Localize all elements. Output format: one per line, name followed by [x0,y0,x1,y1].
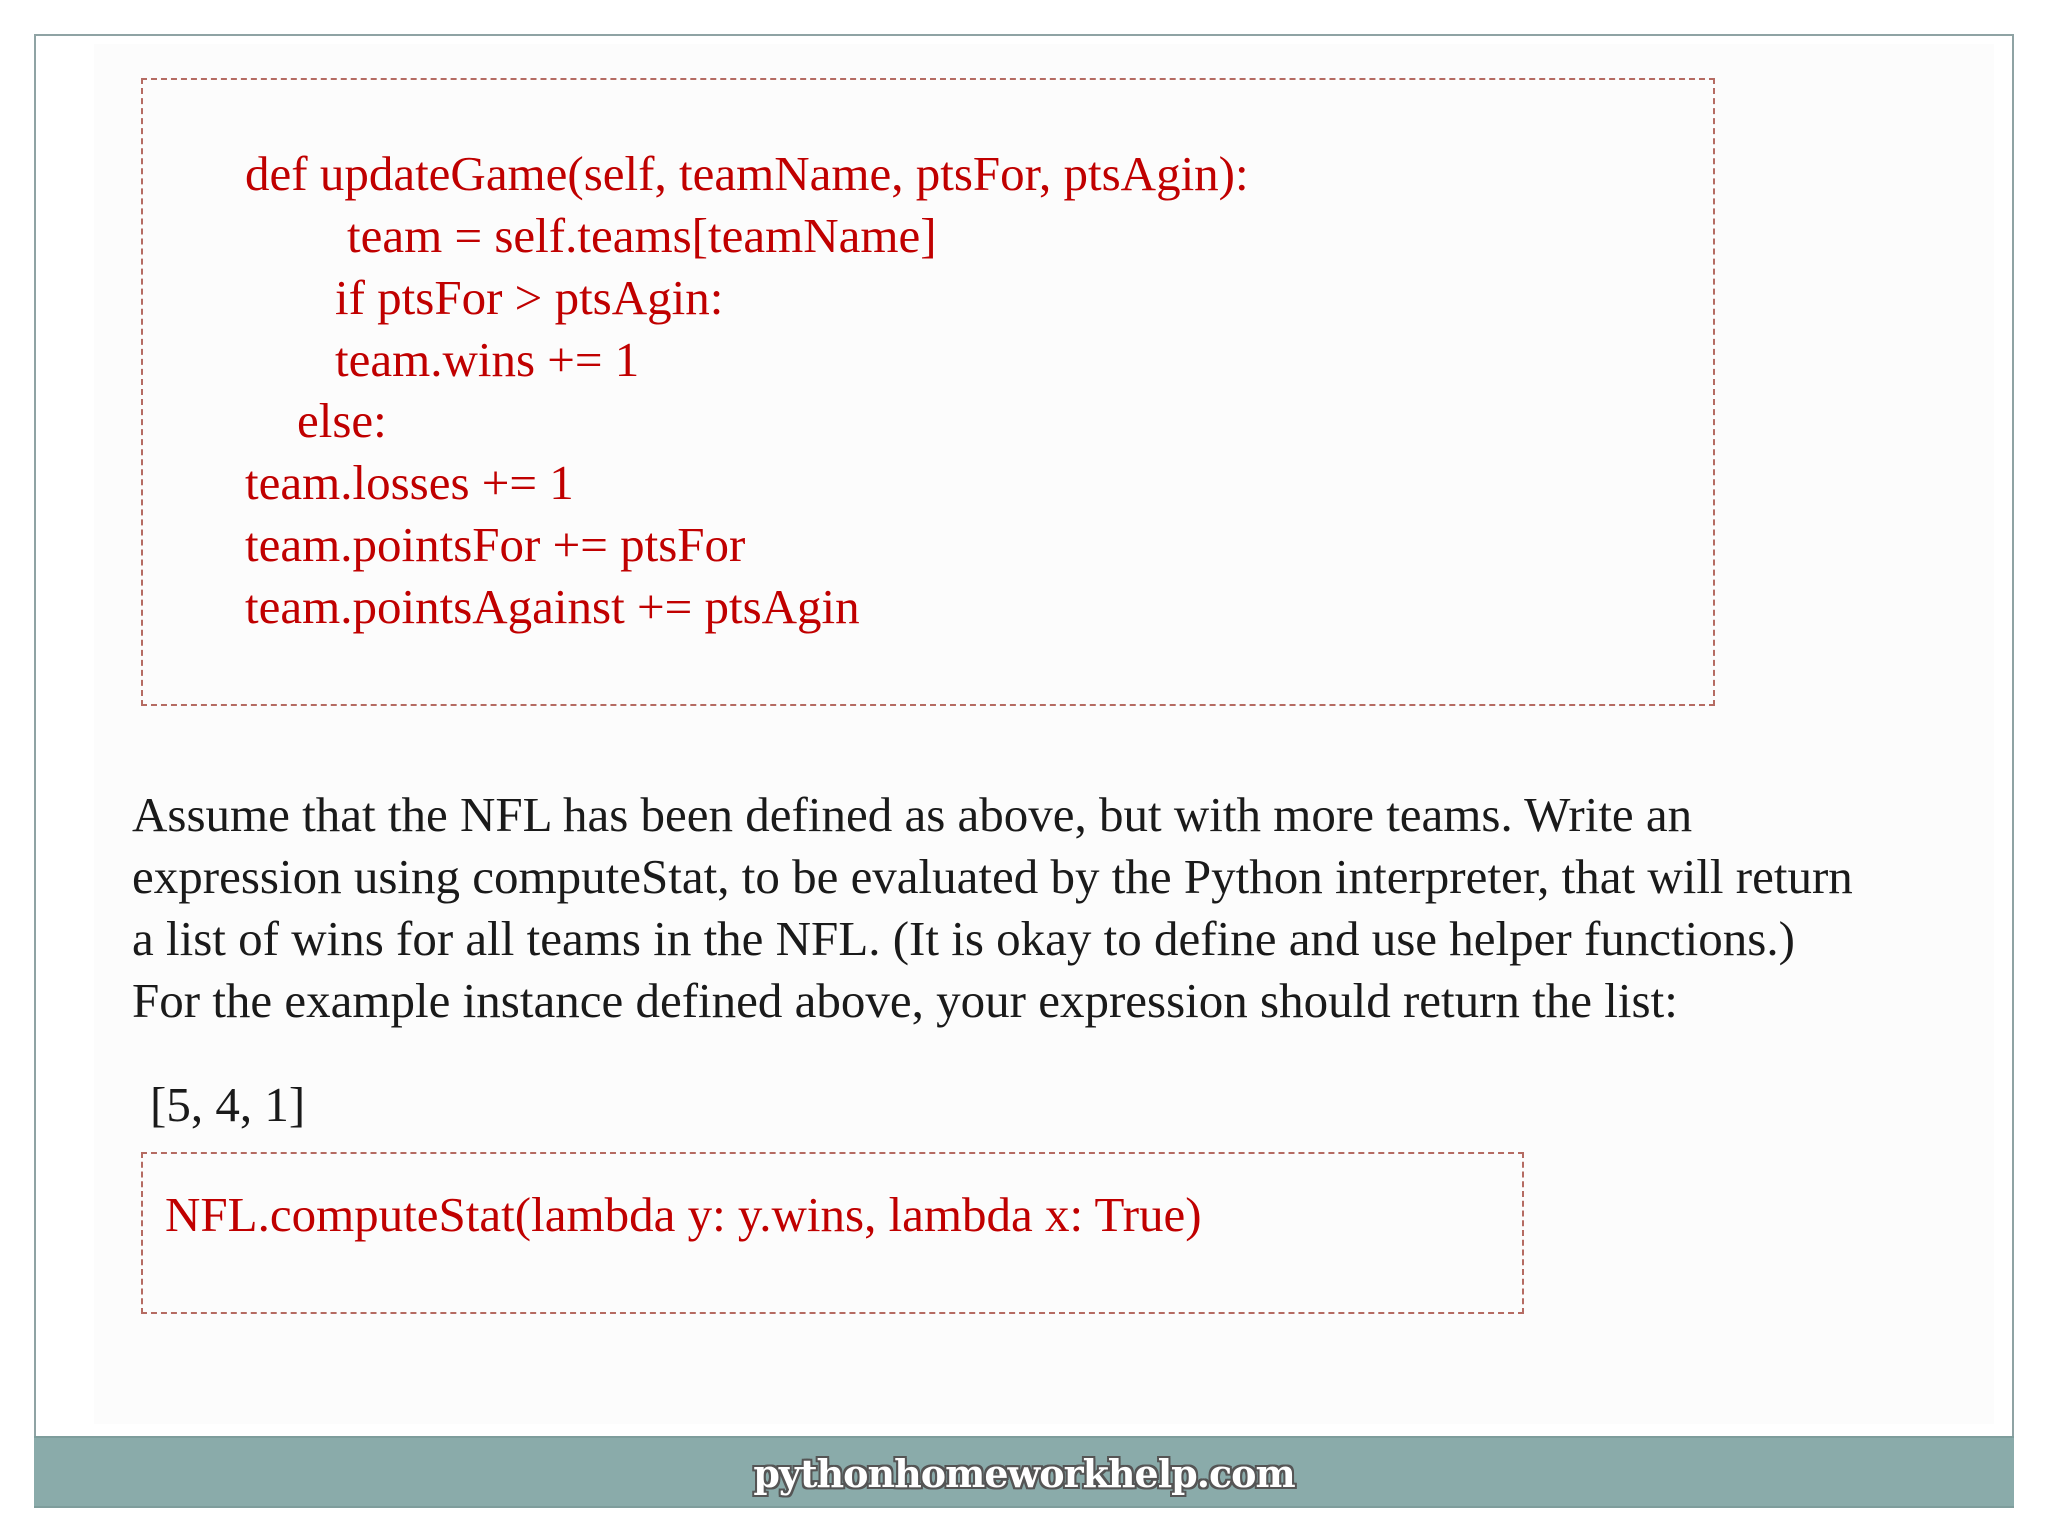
question-paragraph [132,784,1952,1032]
code-line: team = self.teams[teamName] [347,208,937,263]
answer-code: NFL.computeStat(lambda y: y.wins, lambda x: True) [165,1187,1202,1242]
question-line: For the example instance defined above, your expression should return the list: [132,973,1678,1028]
code-line: else: [297,393,387,448]
code-line: team.pointsFor += ptsFor [245,517,746,572]
expected-result: [5, 4, 1] [150,1077,306,1132]
code-line: team.pointsAgainst += ptsAgin [245,579,860,634]
question-line: a list of wins for all teams in the NFL. (It is okay to define and use helper functions.) [132,911,1795,966]
footer-site-logo: pythonhomeworkhelp.com [753,1451,1295,1496]
code-line: team.losses += 1 [245,455,574,510]
footer-bar [34,1436,2014,1508]
code-line: def updateGame(self, teamName, ptsFor, ptsAgin): [245,146,1249,201]
question-line: expression using computeStat, to be evaluated by the Python interpreter, that will return [132,849,1853,904]
question-line: Assume that the NFL has been defined as above, but with more teams. Write an [132,787,1693,842]
code-line: if ptsFor > ptsAgin: [335,270,724,325]
code-line: team.wins += 1 [335,332,640,387]
